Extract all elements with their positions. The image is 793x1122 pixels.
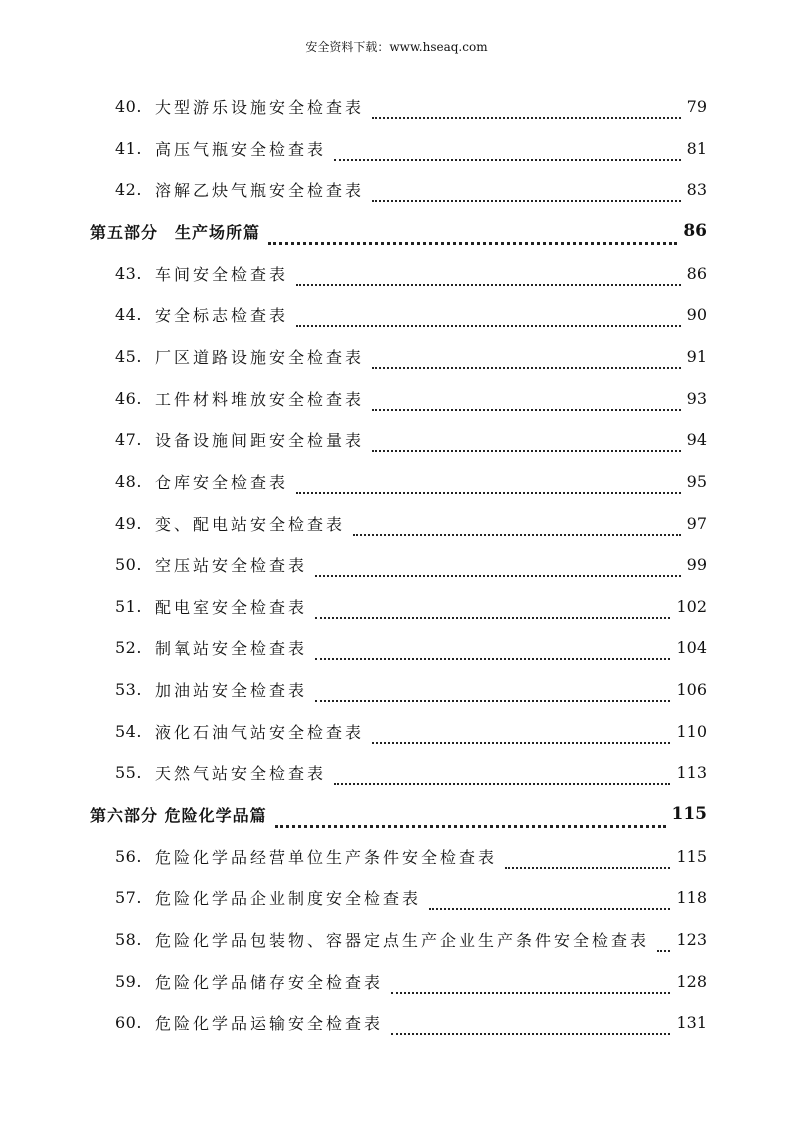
toc-leader-dots xyxy=(315,555,681,577)
toc-leader-dots xyxy=(275,805,666,828)
toc-leader-dots xyxy=(372,722,670,744)
toc-page-number: 97 xyxy=(686,513,707,533)
toc-entry-number: 42. xyxy=(115,180,142,200)
toc-entry[interactable] xyxy=(0,345,793,371)
toc-page-number: 86 xyxy=(686,263,707,283)
toc-entry-number: 54. xyxy=(115,721,142,741)
toc-leader-dots xyxy=(315,597,670,619)
toc-entry[interactable] xyxy=(0,636,793,662)
toc-page-number: 128 xyxy=(676,971,707,991)
toc-entry-title: 天然气站安全检查表 xyxy=(155,761,328,784)
toc-page-number: 106 xyxy=(676,680,707,700)
toc-entry-number: 59. xyxy=(115,971,142,991)
toc-leader-dots xyxy=(429,888,670,910)
toc-entry-title: 工件材料堆放安全检查表 xyxy=(155,387,366,410)
toc-entry[interactable] xyxy=(0,595,793,621)
toc-entry[interactable] xyxy=(0,470,793,496)
toc-entry-title: 空压站安全检查表 xyxy=(155,553,309,576)
toc-entry-title: 危险化学品储存安全检查表 xyxy=(155,970,385,993)
toc-page-number: 118 xyxy=(676,888,707,908)
toc-entry-number: 57. xyxy=(115,888,142,908)
toc-entry-title: 制氧站安全检查表 xyxy=(155,636,309,659)
toc-entry-title: 加油站安全检查表 xyxy=(155,678,309,701)
toc-entry-title: 大型游乐设施安全检查表 xyxy=(155,95,366,118)
toc-page-number: 110 xyxy=(676,721,707,741)
toc-page-number: 93 xyxy=(686,388,707,408)
toc-leader-dots xyxy=(296,305,681,327)
toc-leader-dots xyxy=(372,180,681,202)
toc-leader-dots xyxy=(391,1013,670,1035)
toc-entry-number: 51. xyxy=(115,596,142,616)
toc-leader-dots xyxy=(391,972,670,994)
toc-page-number: 86 xyxy=(683,220,707,241)
toc-entry-number: 47. xyxy=(115,430,142,450)
toc-entry-title: 危险化学品企业制度安全检查表 xyxy=(155,886,423,909)
page-header: 安全资料下载：www.hseaq.com xyxy=(305,40,488,54)
toc-page-number: 79 xyxy=(686,97,707,116)
toc-entry[interactable] xyxy=(0,95,793,121)
toc-section-title: 第五部分 生产场所篇 xyxy=(90,220,262,243)
toc-page-number: 83 xyxy=(686,180,707,200)
toc-entry-title: 危险化学品运输安全检查表 xyxy=(155,1011,385,1034)
toc-page-number: 91 xyxy=(686,346,707,366)
toc-entry-title: 厂区道路设施安全检查表 xyxy=(155,345,366,368)
toc-leader-dots xyxy=(268,222,677,245)
toc-entry-title: 高压气瓶安全检查表 xyxy=(155,137,328,160)
toc-entry-title: 安全标志检查表 xyxy=(155,303,290,326)
toc-page-number: 95 xyxy=(686,471,707,491)
toc-entry-number: 56. xyxy=(115,846,142,866)
toc-page-number: 115 xyxy=(676,846,707,866)
toc-leader-dots xyxy=(334,763,670,785)
toc-leader-dots xyxy=(505,847,670,869)
toc-entry-title: 仓库安全检查表 xyxy=(155,470,290,493)
toc-entry-number: 60. xyxy=(115,1013,142,1033)
toc-leader-dots xyxy=(315,638,670,660)
toc-entry-number: 48. xyxy=(115,471,142,491)
toc-entry[interactable] xyxy=(0,678,793,704)
toc-entry-title: 溶解乙炔气瓶安全检查表 xyxy=(155,178,366,201)
toc-leader-dots xyxy=(334,139,681,161)
toc-entry-number: 45. xyxy=(115,346,142,366)
toc-page-number: 131 xyxy=(676,1013,707,1033)
toc-entry[interactable] xyxy=(0,387,793,413)
toc-leader-dots xyxy=(372,97,681,119)
toc-entry-number: 50. xyxy=(115,555,142,575)
toc-entry[interactable] xyxy=(0,886,793,912)
toc-leader-dots xyxy=(296,264,681,286)
toc-leader-dots xyxy=(657,930,670,952)
toc-entry-number: 46. xyxy=(115,388,142,408)
toc-page-number: 102 xyxy=(676,596,707,616)
toc-entry-number: 52. xyxy=(115,638,142,658)
toc-entry[interactable] xyxy=(0,761,793,787)
toc-entry[interactable] xyxy=(0,512,793,538)
toc-entry-title: 配电室安全检查表 xyxy=(155,595,309,618)
toc-leader-dots xyxy=(296,472,681,494)
toc-entry-title: 危险化学品经营单位生产条件安全检查表 xyxy=(155,845,499,868)
toc-section-entry[interactable] xyxy=(0,220,793,246)
toc-entry-number: 40. xyxy=(115,97,142,116)
toc-page-number: 115 xyxy=(671,804,707,825)
toc-entry-title: 设备设施间距安全检量表 xyxy=(155,428,366,451)
toc-entry-title: 车间安全检查表 xyxy=(155,262,290,285)
toc-entry[interactable] xyxy=(0,1011,793,1037)
toc-leader-dots xyxy=(372,347,681,369)
toc-entry[interactable] xyxy=(0,845,793,871)
toc-leader-dots xyxy=(372,430,681,452)
toc-entry-number: 44. xyxy=(115,305,142,325)
toc-entry[interactable] xyxy=(0,720,793,746)
toc-entry[interactable] xyxy=(0,137,793,163)
toc-entry[interactable] xyxy=(0,928,793,954)
toc-page-number: 90 xyxy=(686,305,707,325)
toc-entry[interactable] xyxy=(0,303,793,329)
toc-entry[interactable] xyxy=(0,970,793,996)
toc-page-number: 81 xyxy=(686,138,707,158)
toc-entry[interactable] xyxy=(0,428,793,454)
toc-page-number: 113 xyxy=(676,763,707,783)
toc-page-number: 94 xyxy=(686,430,707,450)
toc-entry-title: 危险化学品包装物、容器定点生产企业生产条件安全检查表 xyxy=(155,928,651,951)
toc-entry-number: 41. xyxy=(115,138,142,158)
toc-leader-dots xyxy=(372,389,681,411)
toc-page-number: 99 xyxy=(686,555,707,575)
toc-entry-number: 58. xyxy=(115,930,142,949)
toc-entry-number: 43. xyxy=(115,263,142,283)
toc-entry[interactable] xyxy=(0,553,793,579)
toc-entry-number: 55. xyxy=(115,763,142,783)
toc-section-entry[interactable] xyxy=(0,803,793,829)
toc-entry[interactable] xyxy=(0,178,793,204)
toc-entry[interactable] xyxy=(0,262,793,288)
toc-entry-title: 液化石油气站安全检查表 xyxy=(155,720,366,743)
toc-leader-dots xyxy=(353,514,681,536)
toc-entry-number: 49. xyxy=(115,513,142,533)
toc-page-number: 104 xyxy=(676,638,707,658)
toc-section-title: 第六部分 危险化学品篇 xyxy=(90,803,269,826)
toc-leader-dots xyxy=(315,680,670,702)
toc-entry-number: 53. xyxy=(115,680,142,700)
toc-page-number: 123 xyxy=(676,930,707,949)
toc-entry-title: 变、配电站安全检查表 xyxy=(155,512,347,535)
